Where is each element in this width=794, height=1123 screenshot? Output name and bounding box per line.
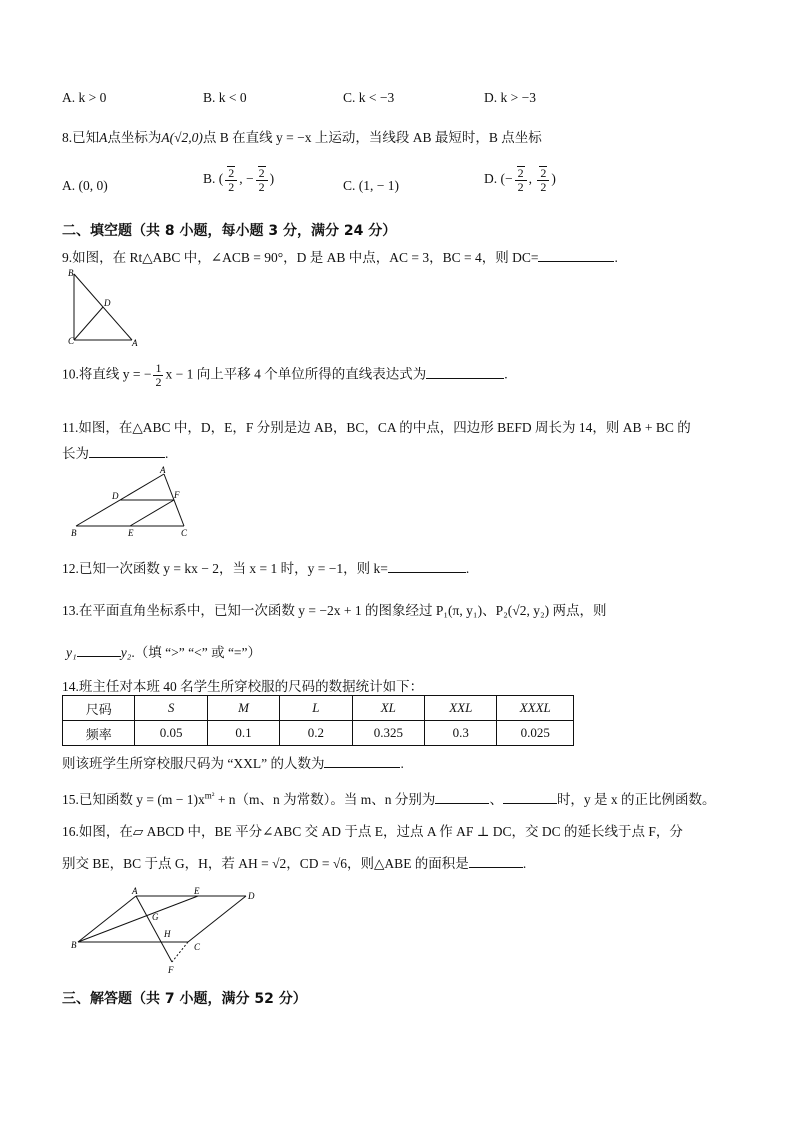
table-cell: 尺码 [63,696,135,721]
q9-label-b: B [68,268,74,278]
table-cell: 0.2 [280,721,352,746]
table-cell: 0.1 [207,721,279,746]
q10-text: 10.将直线 y = − $\frac{1}{2}$ x − 1 向上平移 4 个单位所得的直线表达式为 . [62,361,508,389]
q9-label-d: D [104,298,111,308]
q11-label-a: A [160,466,166,475]
q8-stem: 8.已知A点坐标为A(√2,0)点 B 在直线 y = −x 上运动，当线段 AB 最短时，B 点坐标 [62,130,542,145]
section-2-heading: 二、填空题（共 8 小题，每小题 3 分，满分 24 分） [62,223,397,239]
q9-text: 9.如图，在 Rt△ABC 中，∠ACB = 90°，D 是 AB 中点，AC = 3，BC = 4，则 DC= . [62,250,618,265]
q11-line1: 11.如图，在△ABC 中，D，E，F 分别是边 AB，BC，CA 的中点，四边形 BEFD 周长为 14，则 AB + BC 的 [62,420,691,435]
q8-option-a: A. (0, 0) [62,178,108,193]
q16-label-a: A [132,886,138,896]
q16-line2: 别交 BE，BC 于点 G，H，若 AH = √2，CD = √6，则△ABE 的面积是 . [62,856,527,871]
q16-label-e: E [194,886,200,896]
q16-line1: 16.如图，在▱ ABCD 中，BE 平分∠ABC 交 AD 于点 E，过点 A 作 AF ⊥ DC，交 DC 的延长线于点 F，分 [62,824,683,839]
table-cell: L [280,696,352,721]
q16-label-b: B [71,940,77,950]
table-cell: 0.3 [425,721,497,746]
q7-option-c: C. k < −3 [343,90,395,105]
q13-line2: y₁ y₂.（填 “>” “<” 或 “=”） [66,645,262,660]
q11-label-b: B [71,528,77,538]
q9-label-c: C [68,336,75,346]
table-cell: XXXL [497,696,574,721]
q11-label-f: F [174,490,180,500]
q9-label-a: A [132,338,138,348]
q12-text: 12.已知一次函数 y = kx − 2，当 x = 1 时，y = −1，则 k= . [62,561,470,576]
q14-tail: 则该班学生所穿校服尺码为 “XXL” 的人数为 . [62,756,404,771]
table-row [63,721,574,746]
q14-intro: 14.班主任对本班 40 名学生所穿校服的尺码的数据统计如下： [62,679,424,694]
q9-triangle-figure [62,266,142,348]
q15-text: 15.已知函数 $y = (m - 1)x^{m^2} + n(m$、n 为常数）。当 m、n 分别为 、 时，y 是 x 的正比例函数。 [62,790,716,807]
q16-label-g: G [152,912,159,922]
q7-option-a: A. k > 0 [62,90,107,105]
q16-label-c: C [194,942,201,952]
q11-triangle-figure [66,466,196,538]
table-cell: XL [352,696,425,721]
table-cell: 频率 [63,721,135,746]
q16-label-h: H [164,929,171,939]
q16-parallelogram-figure [66,884,266,978]
q16-label-d: D [248,891,255,901]
table-cell: 0.025 [497,721,574,746]
q8-option-b: B. ( $\frac{2}{2}$ , − $\frac{2}{2}$ ) [203,166,275,194]
q7-option-b: B. k < 0 [203,90,247,105]
size-frequency-table [62,695,574,746]
table-header-row [63,696,574,721]
q8-option-c: C. (1, − 1) [343,178,399,193]
table-cell: S [135,696,207,721]
q11-label-c: C [181,528,188,538]
section-3-heading: 三、解答题（共 7 小题，满分 52 分） [62,991,307,1007]
q11-label-d: D [112,491,119,501]
q16-label-f: F [168,965,174,975]
q7-option-d: D. k > −3 [484,90,536,105]
q13-line1: 13.在平面直角坐标系中，已知一次函数 y = −2x + 1 的图象经过 P₁(π, y₁)、P₂(√2, y₂) 两点，则 [62,603,607,618]
table-cell: 0.325 [352,721,425,746]
q8-option-d: D. (− $\frac{2}{2}$ , $\frac{2}{2}$ ) [484,166,556,194]
q11-label-e: E [128,528,134,538]
table-cell: 0.05 [135,721,207,746]
q11-line2: 长为 . [62,446,169,461]
table-cell: M [207,696,279,721]
table-cell: XXL [425,696,497,721]
